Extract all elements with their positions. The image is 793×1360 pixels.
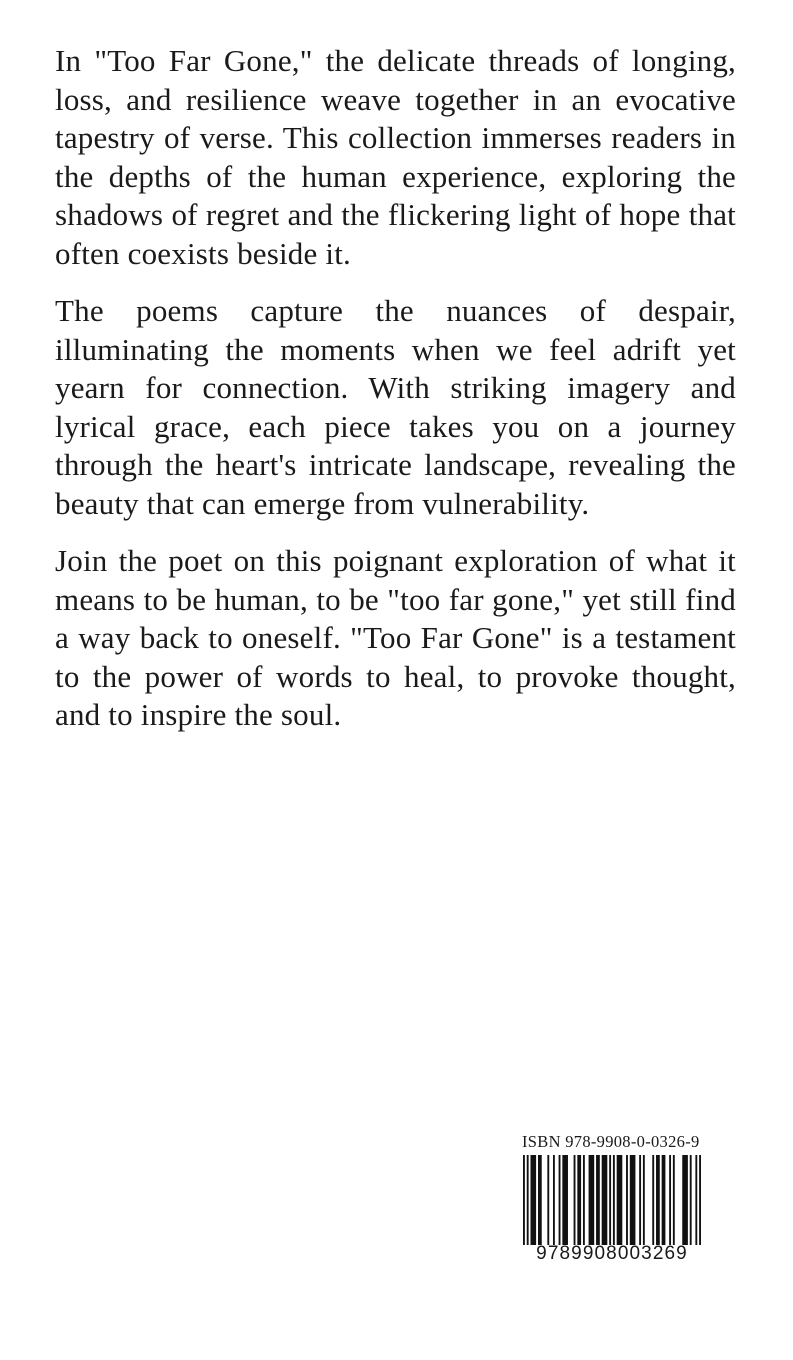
barcode-bar [639,1155,641,1245]
barcode-bar [530,1155,536,1245]
barcode-bar [630,1155,636,1245]
barcode-bar [699,1155,701,1245]
back-cover-blurb [55,42,736,754]
barcode-bar [538,1155,542,1245]
barcode-bar [682,1155,688,1245]
barcode-bar [662,1155,666,1245]
barcode-bar [695,1155,697,1245]
barcode-bar [574,1155,576,1245]
barcode-icon [523,1155,701,1245]
barcode-bar [589,1155,595,1245]
barcode-bar [617,1155,623,1245]
barcode-bar [562,1155,568,1245]
isbn-label: ISBN 978-9908-0-0326-9 [522,1132,700,1151]
barcode-bar [547,1155,549,1245]
blurb-paragraph-3: Join the poet on this poignant exploration of what it means to be human, to be "too far gone," yet still find a way back to oneself. "Too Far Gone" is a testament to the power of words to heal, to provoke thought, and to inspire the soul. [55,543,736,732]
barcode-bar [673,1155,675,1245]
barcode-bar [527,1155,529,1245]
barcode-bar [690,1155,692,1245]
barcode-bar [583,1155,585,1245]
blurb-paragraph-1: In "Too Far Gone," the delicate threads of longing, loss, and resilience weave together in an evocative tapestry of verse. This collection immerses readers in the depths of the human experience, exploring the shadows of regret and the flickering light of hope that often coexists beside it. [55,43,736,271]
barcode-bar [559,1155,561,1245]
barcode-bar [656,1155,660,1245]
barcode-bar [626,1155,628,1245]
barcode-bar [652,1155,654,1245]
barcode-bar [553,1155,555,1245]
barcode-bar [602,1155,608,1245]
barcode-bar [669,1155,671,1245]
barcode-bar [613,1155,615,1245]
barcode-bar [577,1155,581,1245]
barcode-bar [609,1155,611,1245]
barcode-bar [643,1155,645,1245]
barcode-bar [596,1155,600,1245]
barcode-digits: 9789908003269 [536,1243,688,1264]
blurb-paragraph-2: The poems capture the nuances of despair, illuminating the moments when we feel adrift yet yearn for connection. With striking imagery and lyrical grace, each piece takes you on a journey through the heart's intricate landscape, revealing the beauty that can emerge from vulnerability. [55,293,736,521]
isbn-barcode-block [505,1126,717,1276]
barcode-bar [523,1155,525,1245]
